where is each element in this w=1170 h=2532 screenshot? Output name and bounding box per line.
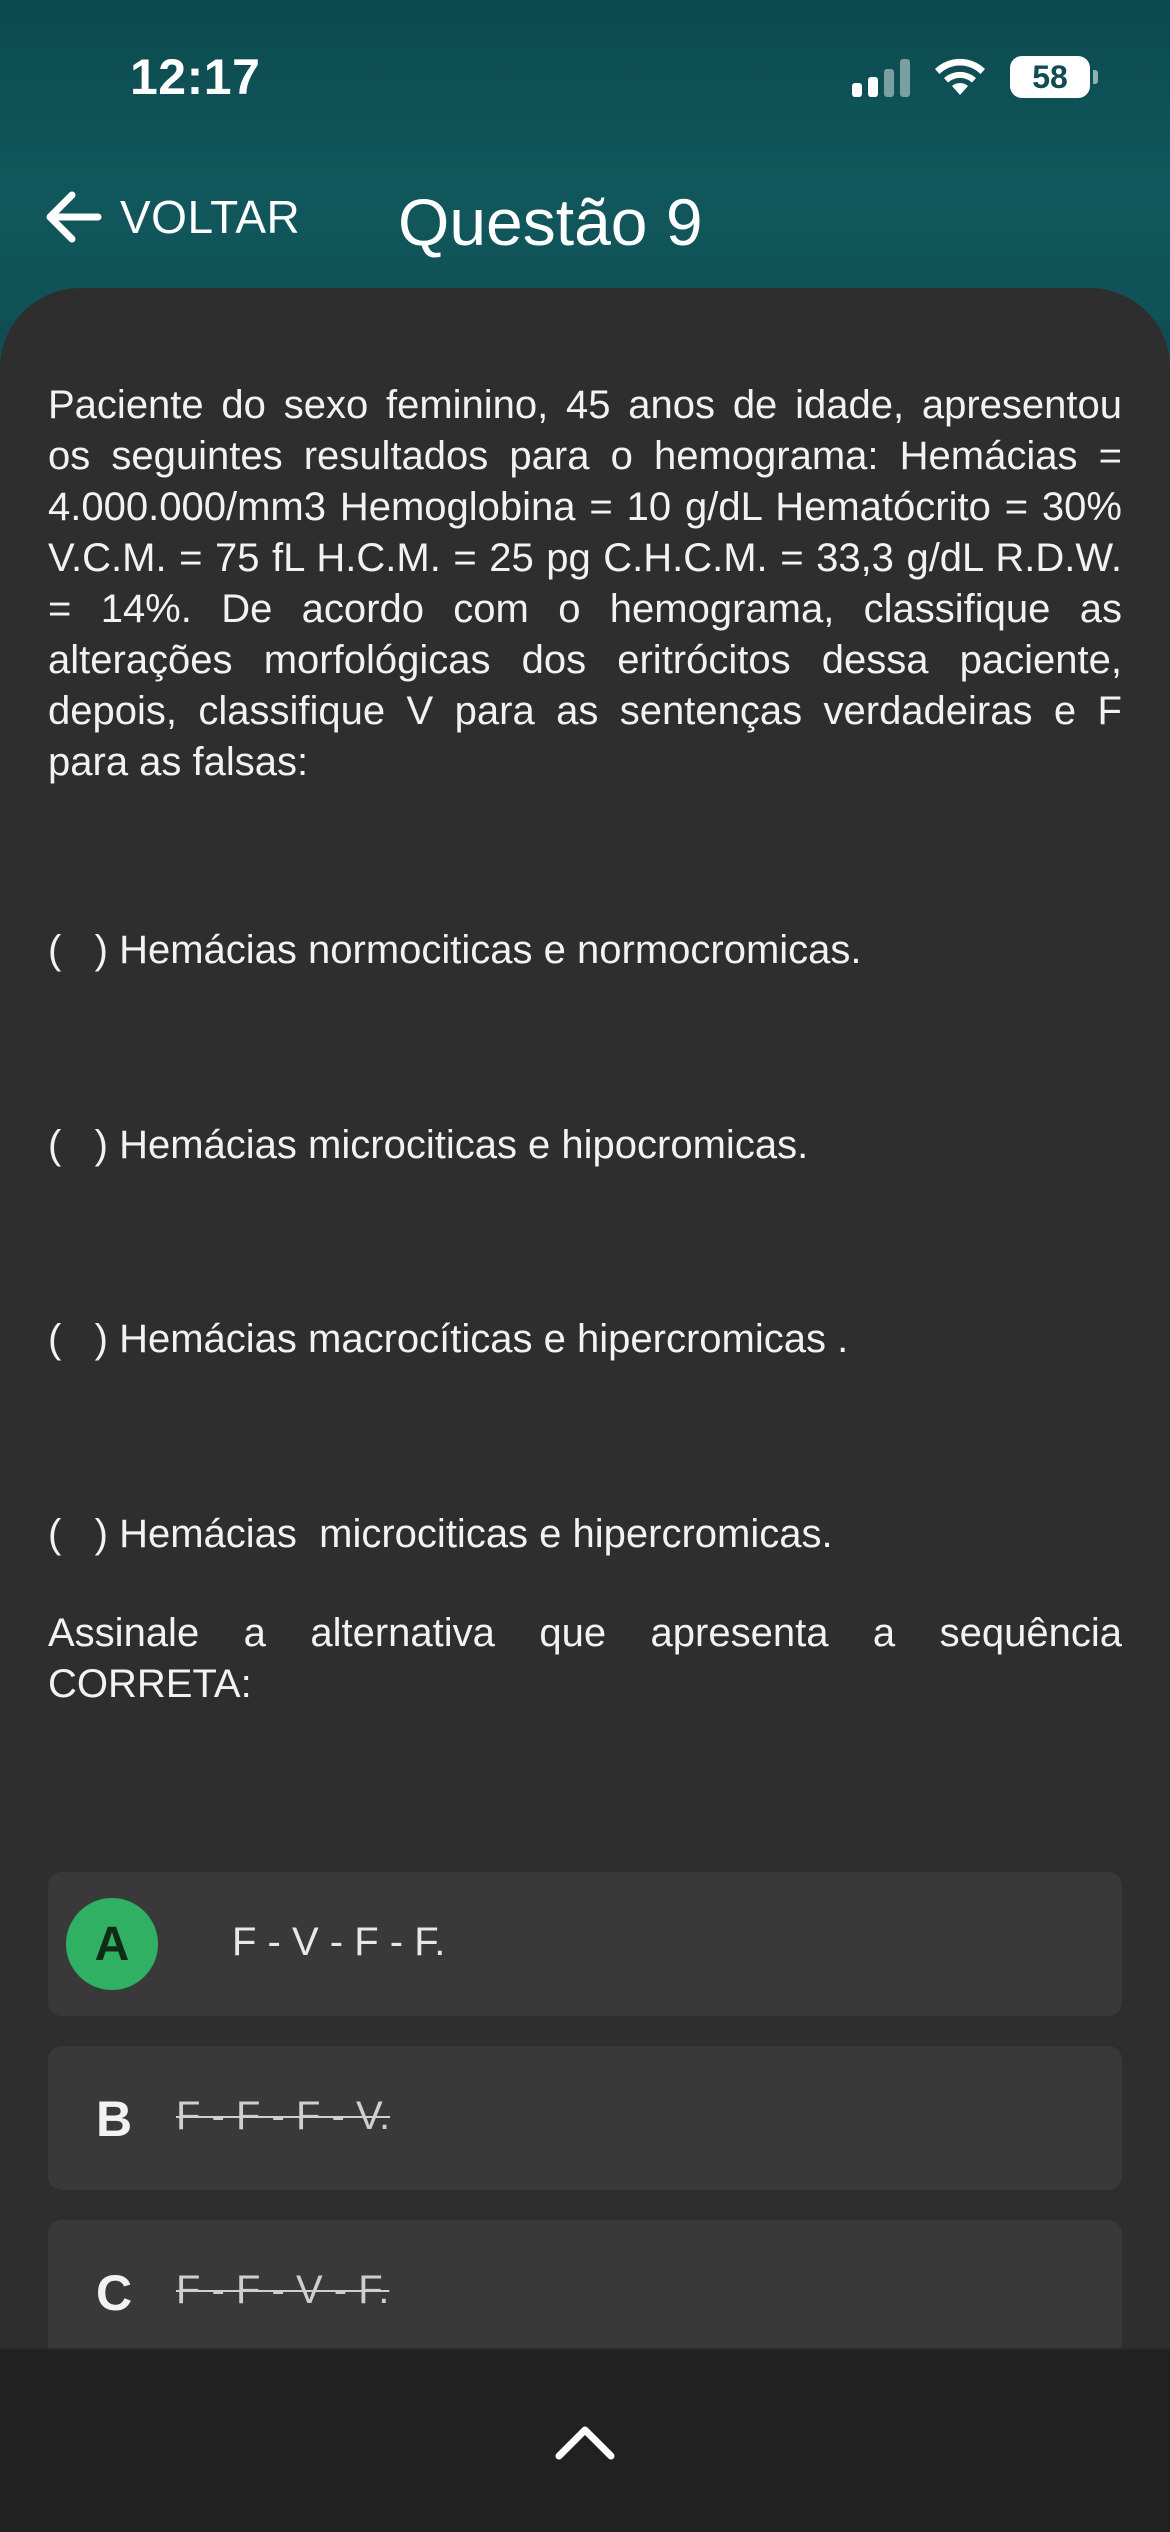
statement-2: ( ) Hemácias microciticas e hipocromicas. (48, 1123, 809, 1167)
option-letter: C (96, 2265, 133, 2321)
bottom-bar (0, 2348, 1170, 2532)
statement-3: ( ) Hemácias macrocíticas e hipercromicas . (48, 1317, 849, 1361)
option-text-eliminated: F - F - V - F. (176, 2268, 390, 2312)
wifi-icon (932, 57, 988, 97)
battery-level: 58 (1032, 58, 1068, 95)
option-b[interactable] (48, 2046, 1122, 2190)
question-panel (0, 288, 1170, 2348)
option-letter-badge: A (66, 1898, 158, 1990)
option-c[interactable] (48, 2220, 1122, 2348)
option-a[interactable] (48, 1872, 1122, 2016)
chevron-up-icon[interactable] (553, 2422, 617, 2462)
back-button[interactable] (44, 190, 300, 244)
app-header (0, 0, 1170, 320)
status-time: 12:17 (130, 49, 261, 105)
option-text-eliminated: F - F - F - V. (176, 2094, 391, 2138)
instruction-text: Assinale a alternativa que apresenta a sequência CORRETA: (48, 1611, 1122, 1706)
status-icons (852, 56, 1090, 98)
statement-4: ( ) Hemácias microciticas e hipercromicas. (48, 1512, 833, 1556)
battery-icon (1010, 56, 1090, 98)
back-label: VOLTAR (120, 191, 301, 243)
statement-1: ( ) Hemácias normociticas e normocromicas. (48, 928, 862, 972)
page-title: Questão 9 (398, 185, 703, 259)
option-text: F - V - F - F. (232, 1920, 446, 1964)
cellular-signal-icon (852, 57, 910, 97)
arrow-left-icon (44, 190, 102, 244)
option-letter: B (96, 2091, 133, 2147)
question-text: Paciente do sexo feminino, 45 anos de idade, apresentou os seguintes resultados para o hemograma: Hemácias = 4.000.000/mm3 Hemoglobina = 10 g/dL Hematócrito = 30% V.C.M. = 75 fL H.C.M. = 25 pg C.H.C.M. = 33,3 g/dL R.D.W. = 14%. De acordo com o hemograma, classifique as alterações morfológicas dos eritrócitos dessa paciente, depois, classifique V para as sentenças verdadeiras e F para as falsas: (48, 383, 1122, 784)
